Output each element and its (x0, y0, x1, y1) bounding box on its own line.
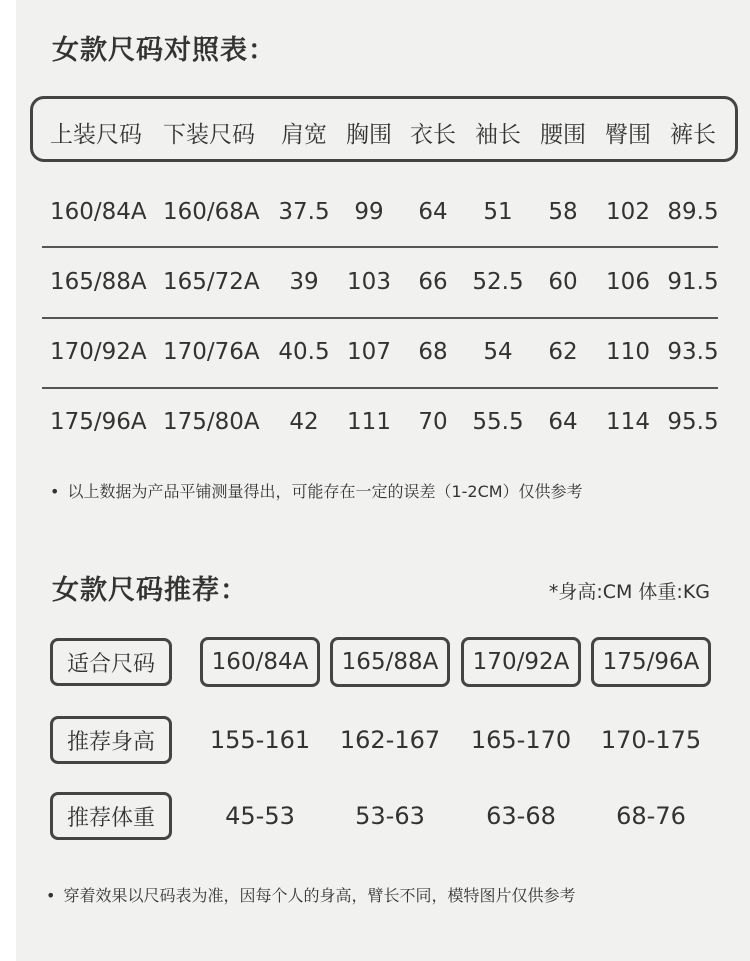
table-cell: 175/80A (163, 409, 260, 435)
size-chart-title: 女款尺码对照表： (52, 35, 276, 66)
table-cell: 170/92A (50, 339, 147, 365)
recommend-title: 女款尺码推荐： (52, 575, 248, 606)
height-value: 165-170 (470, 726, 572, 754)
recommend-note (46, 883, 575, 906)
table-cell: 64 (548, 409, 578, 435)
bullet: • (46, 886, 56, 905)
recommend-note-text: 穿着效果以尺码表为准，因每个人的身高，臂长不同，模特图片仅供参考 (63, 886, 576, 905)
column-header: 袖长 (475, 122, 521, 148)
row-divider (42, 246, 718, 248)
size-box: 170/92A (461, 637, 581, 687)
column-header: 裤长 (670, 122, 716, 148)
row-divider (42, 317, 718, 319)
weight-value: 45-53 (225, 802, 295, 830)
table-cell: 165/88A (50, 269, 147, 295)
size-guide-panel (16, 0, 750, 961)
table-cell: 93.5 (667, 339, 719, 365)
table-cell: 89.5 (667, 199, 719, 225)
table-cell: 170/76A (163, 339, 260, 365)
table-cell: 175/96A (50, 409, 147, 435)
size-box: 165/88A (330, 637, 450, 687)
table-cell: 95.5 (667, 409, 719, 435)
table-cell: 91.5 (667, 269, 719, 295)
table-cell: 160/68A (163, 199, 260, 225)
table-cell: 165/72A (163, 269, 260, 295)
table-cell: 107 (347, 339, 391, 365)
column-header: 腰围 (540, 122, 586, 148)
column-header: 胸围 (346, 122, 392, 148)
size-chart-note (50, 479, 583, 502)
weight-value: 53-63 (355, 802, 425, 830)
weight-value: 68-76 (616, 802, 686, 830)
table-cell: 39 (289, 269, 319, 295)
table-cell: 102 (606, 199, 650, 225)
column-header: 衣长 (410, 122, 456, 148)
table-cell: 52.5 (472, 269, 524, 295)
size-chart-note-text: 以上数据为产品平铺测量得出，可能存在一定的误差（1-2CM）仅供参考 (67, 482, 583, 501)
table-cell: 64 (418, 199, 448, 225)
table-cell: 62 (548, 339, 578, 365)
table-cell: 40.5 (278, 339, 330, 365)
table-cell: 42 (289, 409, 319, 435)
table-cell: 51 (483, 199, 513, 225)
table-cell: 111 (347, 409, 391, 435)
table-cell: 54 (483, 339, 513, 365)
table-cell: 70 (418, 409, 448, 435)
height-value: 155-161 (209, 726, 311, 754)
table-cell: 37.5 (278, 199, 330, 225)
bullet: • (50, 482, 60, 501)
table-cell: 68 (418, 339, 448, 365)
table-cell: 58 (548, 199, 578, 225)
column-header: 上装尺码 (50, 122, 142, 148)
fit-size-label: 适合尺码 (50, 638, 172, 686)
height-label: 推荐身高 (50, 716, 172, 764)
weight-label: 推荐体重 (50, 792, 172, 840)
table-cell: 99 (354, 199, 384, 225)
table-cell: 55.5 (472, 409, 524, 435)
table-cell: 160/84A (50, 199, 147, 225)
weight-value: 63-68 (486, 802, 556, 830)
table-cell: 60 (548, 269, 578, 295)
table-cell: 114 (606, 409, 650, 435)
unit-note: *身高:CM 体重:KG (548, 581, 710, 603)
column-header: 肩宽 (281, 122, 327, 148)
column-header: 下装尺码 (163, 122, 255, 148)
height-value: 170-175 (600, 726, 702, 754)
row-divider (42, 387, 718, 389)
size-box: 160/84A (200, 637, 320, 687)
table-cell: 106 (606, 269, 650, 295)
size-box: 175/96A (591, 637, 711, 687)
height-value: 162-167 (339, 726, 441, 754)
table-cell: 103 (347, 269, 391, 295)
column-header: 臀围 (605, 122, 651, 148)
table-cell: 66 (418, 269, 448, 295)
table-cell: 110 (606, 339, 650, 365)
